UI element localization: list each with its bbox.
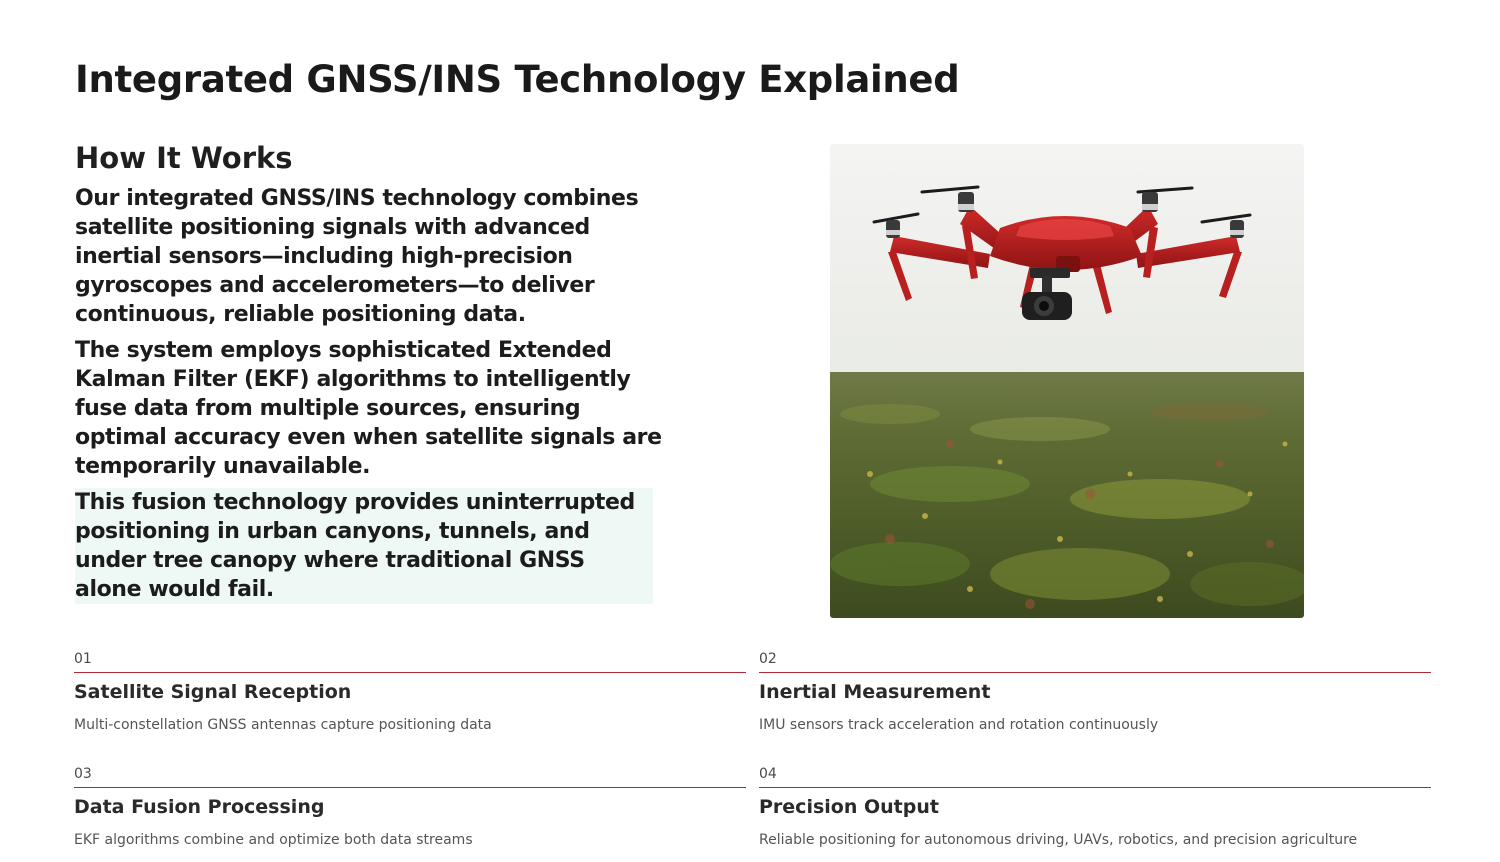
step-description: Multi-constellation GNSS antennas capture positioning data (74, 717, 492, 733)
step-number: 04 (759, 766, 777, 782)
step-number: 03 (74, 766, 92, 782)
step-divider (759, 672, 1431, 673)
step-description: EKF algorithms combine and optimize both data streams (74, 832, 473, 848)
paragraph-ekf: The system employs sophisticated Extended Kalman Filter (EKF) algorithms to intelligently fuse data from multiple sources, ensuring optimal accuracy even when satellite signals are temporarily unavailable. (75, 338, 662, 479)
section-heading-how-it-works: How It Works (75, 141, 293, 175)
paragraph-fusion-highlight: This fusion technology provides uninterrupted positioning in urban canyons, tunnels, and under tree canopy where traditional GNSS alone would fail. (75, 488, 653, 604)
step-title: Precision Output (759, 796, 939, 818)
step-description: Reliable positioning for autonomous driving, UAVs, robotics, and precision agriculture (759, 832, 1358, 848)
step-title: Inertial Measurement (759, 681, 991, 703)
step-title: Data Fusion Processing (74, 796, 325, 818)
step-divider (759, 787, 1431, 788)
step-divider (74, 672, 746, 673)
paragraph-overview: Our integrated GNSS/INS technology combines satellite positioning signals with advanced inertial sensors—including high-precision gyroscopes and accelerometers—to deliver continuous, reliable positioning data. (75, 186, 639, 327)
step-divider (74, 787, 746, 788)
step-description: IMU sensors track acceleration and rotation continuously (759, 717, 1159, 733)
step-number: 01 (74, 651, 92, 667)
page-title: Integrated GNSS/INS Technology Explained (75, 58, 960, 101)
hero-drone-image (830, 144, 1304, 618)
how-it-works-text (75, 184, 675, 611)
step-title: Satellite Signal Reception (74, 681, 352, 703)
step-number: 02 (759, 651, 777, 667)
